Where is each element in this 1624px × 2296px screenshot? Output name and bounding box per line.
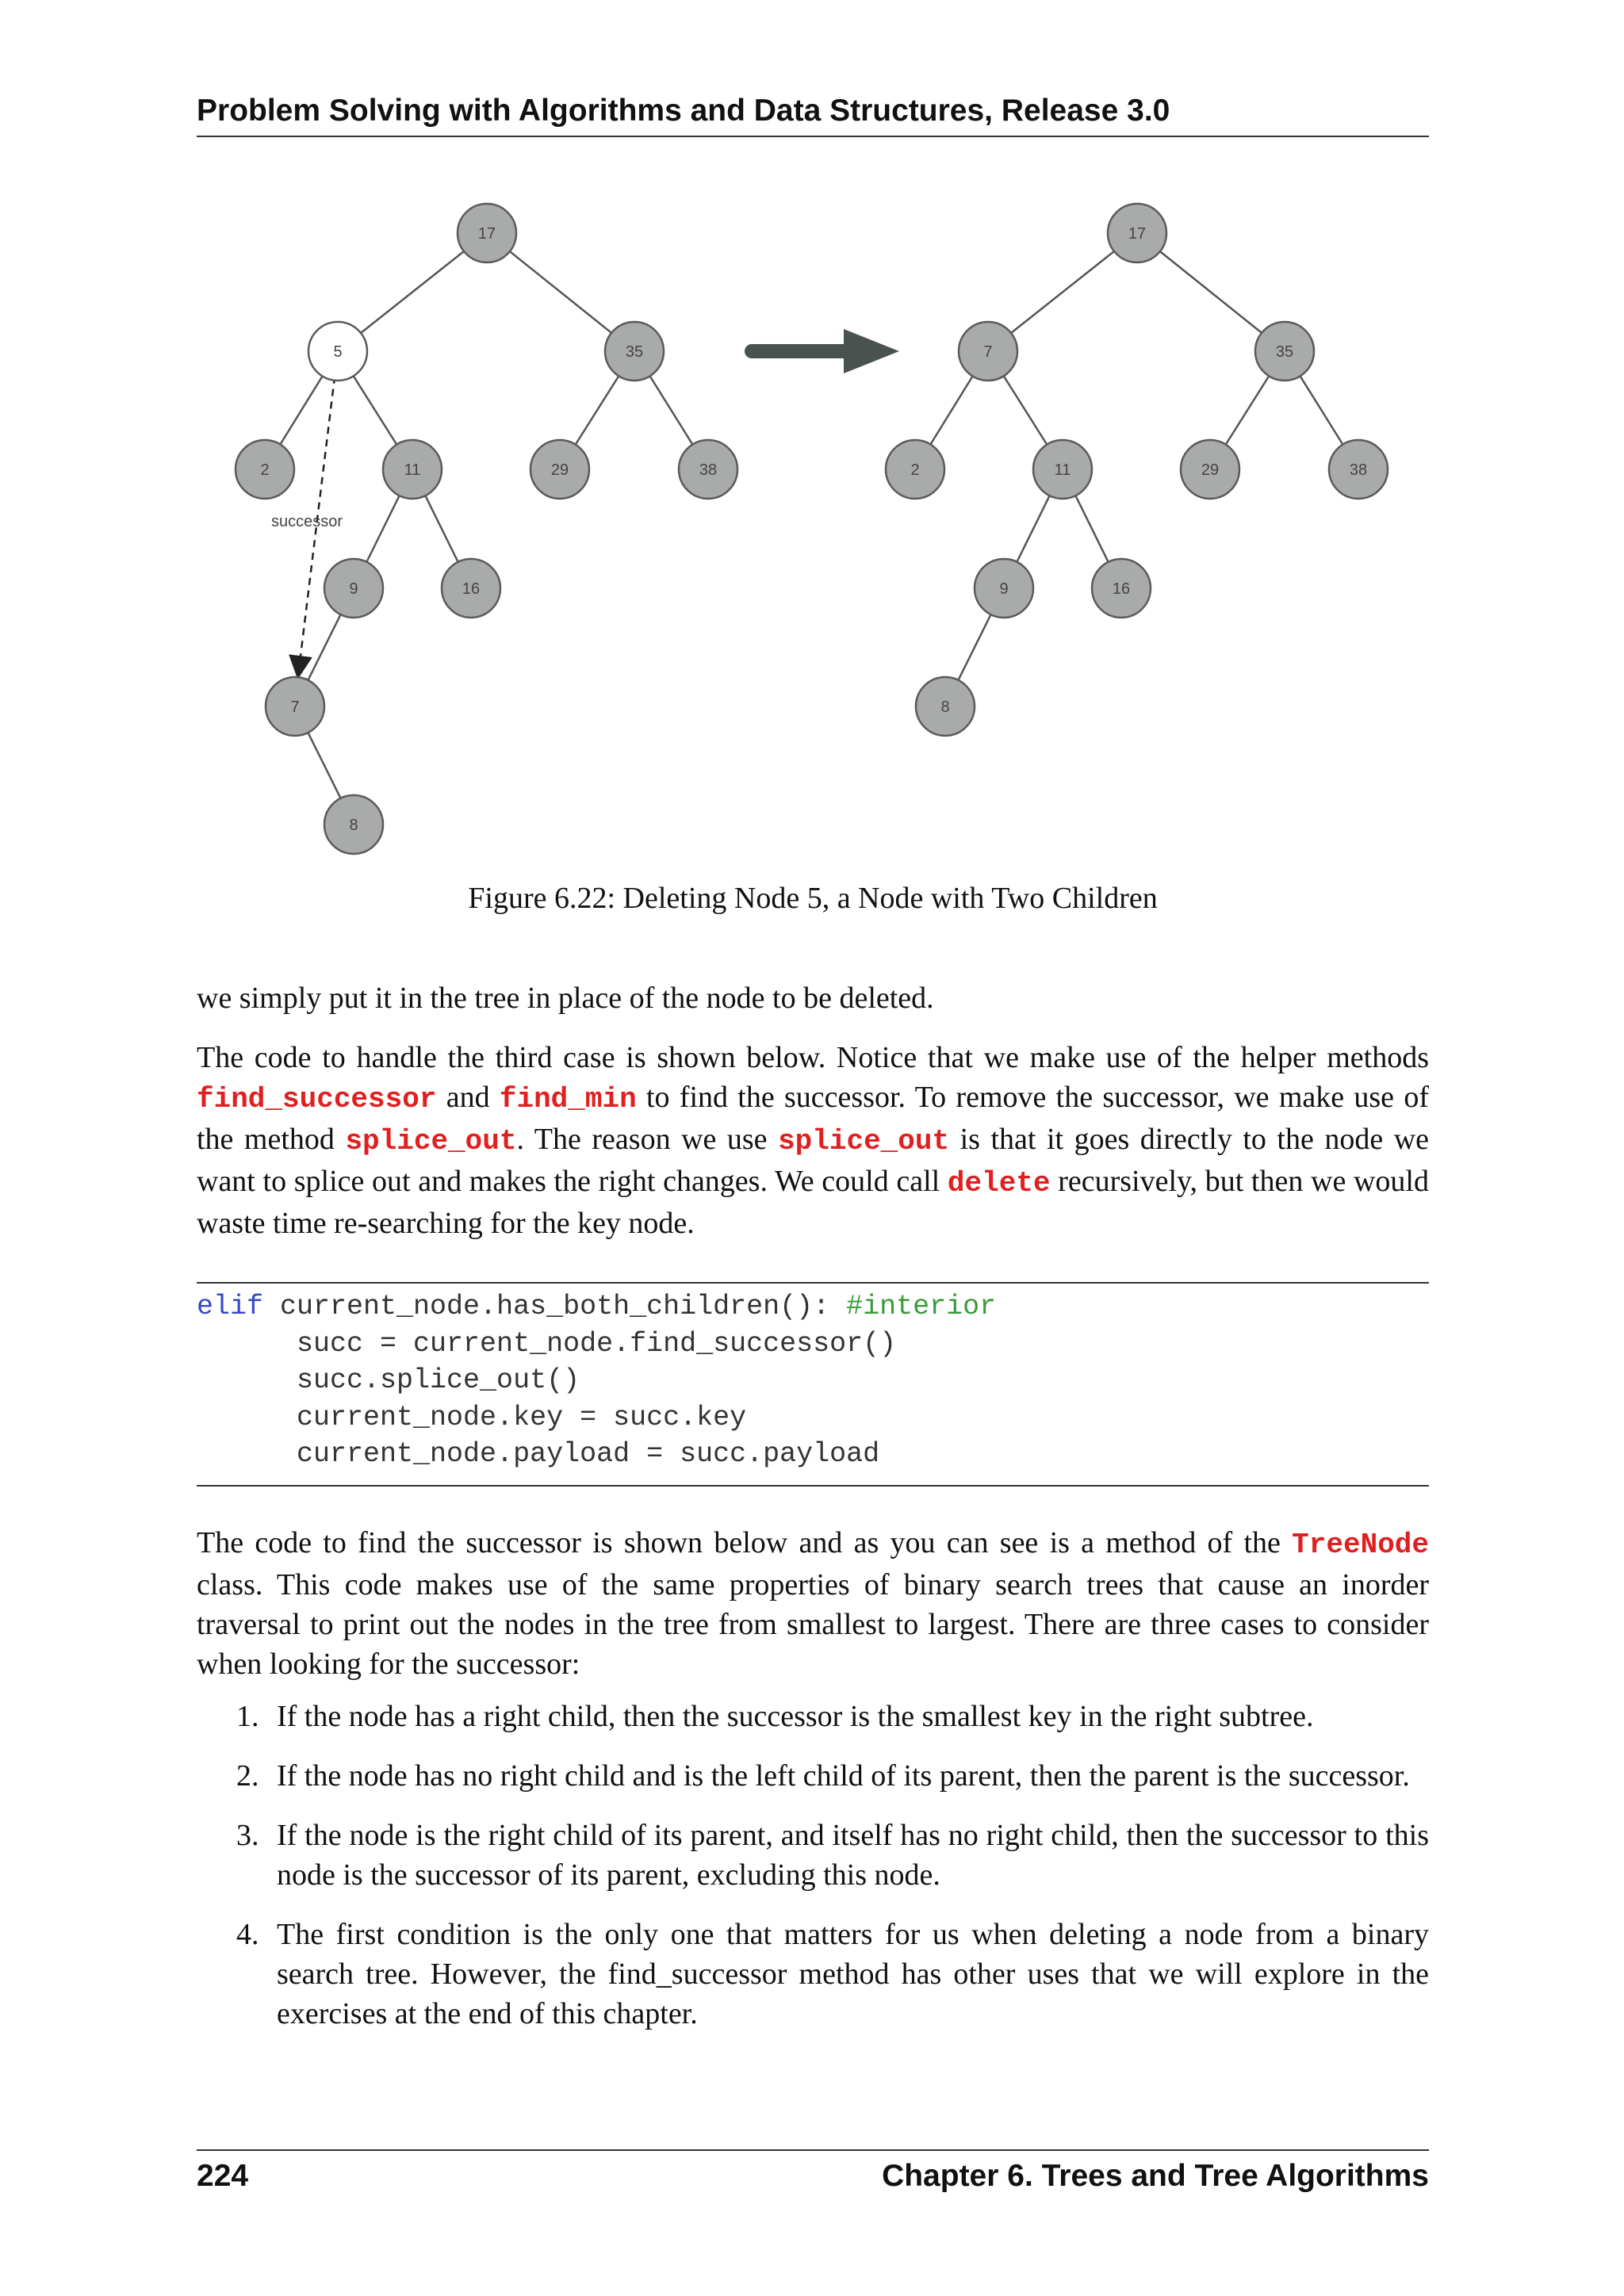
after-tree-edges [915, 233, 1358, 706]
paragraph-find-successor: The code to find the successor is shown below and as you can see is a method of the TreeNode class. This code makes use of the same properties of binary search trees that cause an inorder traversal to print out the nodes in the tree from smallest to largest. There are three cases to consider when looking for the successor: [197, 1526, 1429, 1681]
list-item: 2. If the node has no right child and is the left child of its parent, then the parent is the successor. [236, 1759, 1410, 1793]
tree-node [266, 677, 324, 736]
svg-text:29: 29 [550, 461, 569, 479]
after-tree-nodes [886, 204, 1388, 736]
inline-code: delete [947, 1167, 1051, 1200]
code-block: elif current_node.has_both_children(): #interior succ = current_node.find_successor() succ.splice_out() current_node.key = succ.key current_node.payload = succ.payload [197, 1291, 997, 1470]
code-rule-top [197, 1282, 1429, 1284]
tree-node [1108, 204, 1166, 262]
tree-node [916, 677, 975, 736]
tree-node [530, 440, 589, 499]
running-header: Problem Solving with Algorithms and Data Structures, Release 3.0 [197, 94, 1170, 128]
list-item: 4. The first condition is the only one that matters for us when deleting a node from a binary search tree. However, the find_successor method has other uses that we will explore in the exercises at the end of this chapter. [236, 1918, 1429, 2030]
tree-node [975, 559, 1033, 618]
svg-text:2: 2 [260, 461, 270, 479]
tree-node [1181, 440, 1239, 499]
tree-node [324, 795, 383, 854]
inline-code: find_min [499, 1083, 637, 1115]
svg-text:9: 9 [999, 580, 1009, 598]
tree-node [324, 559, 383, 618]
svg-text:11: 11 [1054, 461, 1071, 479]
paragraph-intro: we simply put it in the tree in place of the node to be deleted. [197, 982, 934, 1015]
inline-code: find_successor [197, 1083, 437, 1115]
tree-node [458, 204, 516, 262]
svg-text:35: 35 [625, 343, 644, 361]
svg-text:7: 7 [983, 343, 993, 361]
page-number: 224 [197, 2159, 249, 2193]
svg-text:29: 29 [1201, 461, 1220, 479]
tree-node-highlighted [308, 322, 367, 381]
svg-text:9: 9 [349, 580, 358, 598]
svg-text:16: 16 [1112, 580, 1131, 598]
inline-code: splice_out [345, 1125, 517, 1158]
tree-node [1255, 322, 1314, 381]
successor-cases-list [197, 1697, 1429, 2053]
svg-text:17: 17 [477, 225, 496, 243]
transform-arrow [752, 329, 899, 373]
tree-node [1329, 440, 1388, 499]
svg-text:8: 8 [940, 698, 950, 716]
tree-node [679, 440, 737, 499]
tree-node [383, 440, 442, 499]
tree-node [236, 440, 294, 499]
svg-text:7: 7 [290, 698, 300, 716]
list-item: 3. If the node is the right child of its parent, and itself has no right child, then the successor to this node is the successor of its parent, excluding this node. [236, 1819, 1429, 1892]
svg-text:16: 16 [462, 580, 481, 598]
tree-node [605, 322, 664, 381]
bst-deletion-figure [197, 182, 1429, 880]
inline-code: TreeNode [1292, 1529, 1429, 1561]
tree-node [1033, 440, 1092, 499]
svg-text:5: 5 [333, 343, 343, 361]
code-rule-bottom [197, 1485, 1429, 1487]
chapter-title: Chapter 6. Trees and Tree Algorithms [882, 2159, 1429, 2193]
svg-text:17: 17 [1128, 225, 1147, 243]
tree-node [959, 322, 1017, 381]
inline-code: splice_out [778, 1125, 950, 1158]
successor-label: successor [271, 513, 343, 530]
svg-text:2: 2 [910, 461, 920, 479]
tree-node [442, 559, 500, 618]
tree-node [1092, 559, 1151, 618]
tree-node [886, 440, 944, 499]
footer-rule [197, 2149, 1429, 2151]
header-rule [197, 136, 1429, 137]
svg-text:8: 8 [349, 817, 358, 834]
svg-text:38: 38 [1349, 461, 1368, 479]
svg-text:35: 35 [1275, 343, 1294, 361]
list-item: 1. If the node has a right child, then the successor is the smallest key in the right subtree. [236, 1700, 1314, 1733]
paragraph-third-case: The code to handle the third case is shown below. Notice that we make use of the helper methods find_successor and find_min to find the successor. To remove the successor, we make use of the method splice_out. The reason we use splice_out is that it goes directly to the node we want to splice out and makes the right changes. We could call delete recursively, but then we would waste time re-searching for the key node. [197, 1041, 1430, 1240]
figure-caption: Figure 6.22: Deleting Node 5, a Node with Two Children [468, 882, 1158, 915]
svg-text:11: 11 [404, 461, 421, 479]
svg-text:38: 38 [699, 461, 718, 479]
